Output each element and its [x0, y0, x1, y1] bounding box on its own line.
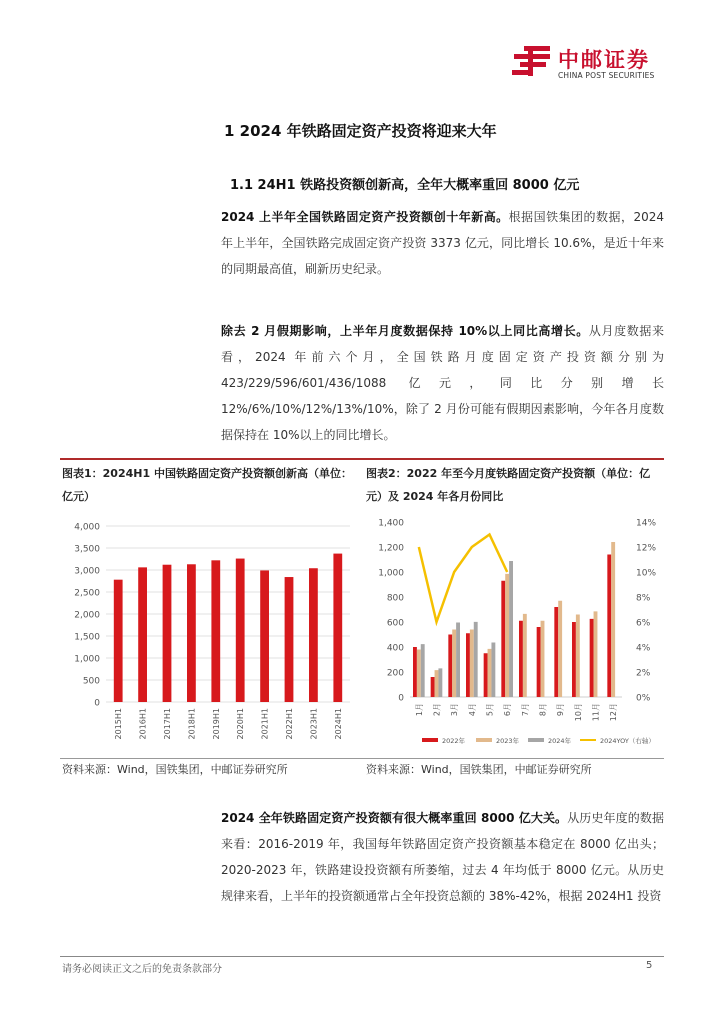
bar: [474, 622, 478, 697]
page-number: 5: [646, 960, 653, 971]
y-tick-label: 3,500: [74, 544, 100, 555]
y-tick-label: 3,000: [74, 566, 100, 577]
bar: [114, 580, 123, 702]
bar: [611, 542, 615, 697]
figure-1-caption: 图表1：2024H1 中国铁路固定资产投资额创新高（单位：亿元）: [62, 467, 352, 503]
chart-annual-h1-investment: [60, 516, 360, 752]
footer-disclaimer: 请务必阅读正文之后的免责条款部分: [62, 964, 222, 975]
bar: [413, 647, 417, 697]
x-tick-label: 5月: [485, 703, 495, 717]
brand-logo: [510, 44, 680, 84]
y-tick-label: 800: [386, 593, 404, 604]
bar: [505, 574, 509, 697]
y2-tick-label: 2%: [636, 668, 651, 679]
x-tick-label: 12月: [609, 703, 619, 722]
x-tick-label: 2015H1: [114, 708, 124, 740]
y-tick-label: 200: [386, 668, 404, 679]
bar: [333, 554, 342, 702]
x-tick-label: 10月: [573, 703, 583, 722]
logo-english-name: CHINA POST SECURITIES: [558, 71, 655, 80]
y-tick-label: 0: [398, 693, 404, 704]
y-tick-label: 1,400: [378, 518, 404, 529]
footer-rule: [60, 956, 664, 957]
bar: [501, 581, 505, 697]
paragraph-2: [221, 318, 664, 448]
bar: [590, 619, 594, 697]
y2-tick-label: 6%: [636, 618, 651, 629]
bar: [519, 621, 523, 697]
x-tick-label: 2023H1: [309, 708, 319, 740]
bar: [435, 670, 439, 697]
x-tick-label: 2016H1: [138, 708, 148, 740]
bar: [456, 623, 460, 698]
bar: [470, 630, 474, 698]
bar: [537, 627, 541, 697]
bar: [452, 630, 456, 698]
paragraph-2-body: 从月度数据来看，2024 年前六个月，全国铁路月度固定资产投资额分别为 423/229/596/601/436/1088 亿元，同比分别增长 12%/6%/10%/12%/13%/10%，除了 2 月份可能有假期因素影响，今年各月度数据保持在 10%以上的同比增长。: [221, 324, 664, 442]
y-tick-label: 2,000: [74, 610, 100, 621]
legend-swatch: [528, 738, 544, 742]
chart-2-svg: [364, 512, 664, 754]
y-tick-label: 500: [82, 676, 100, 687]
x-tick-label: 2020H1: [236, 708, 246, 740]
bar: [163, 565, 172, 702]
y-tick-label: 600: [386, 618, 404, 629]
x-tick-label: 2018H1: [187, 708, 197, 740]
y2-tick-label: 4%: [636, 643, 651, 654]
y2-tick-label: 14%: [636, 518, 657, 529]
bar: [236, 559, 245, 702]
x-tick-label: 2024H1: [333, 708, 343, 740]
x-tick-label: 4月: [467, 703, 477, 717]
y-tick-label: 4,000: [74, 522, 100, 533]
y2-tick-label: 10%: [636, 568, 657, 579]
bar: [187, 564, 196, 702]
x-tick-label: 3月: [450, 703, 460, 717]
bar: [554, 607, 558, 697]
bar: [309, 568, 318, 702]
x-tick-label: 2021H1: [260, 708, 270, 740]
chart-monthly-investment: [364, 512, 664, 754]
bar: [594, 611, 598, 697]
x-tick-label: 1月: [414, 703, 424, 717]
x-tick-label: 2017H1: [163, 708, 172, 740]
x-tick-label: 7月: [520, 703, 530, 717]
bar: [509, 561, 513, 697]
bar: [421, 644, 425, 697]
figure-2-source: 资料来源：Wind，国铁集团，中邮证券研究所: [366, 763, 592, 776]
bar: [523, 614, 527, 697]
legend-label: 2023年: [496, 737, 520, 745]
paragraph-2-lead: 除去 2 月假期影响，上半年月度数据保持 10%以上同比高增长。: [221, 324, 589, 338]
bar: [541, 621, 545, 697]
bar: [576, 615, 580, 698]
chart-1-svg: [60, 516, 360, 752]
yoy-line: [419, 535, 507, 623]
x-tick-label: 6月: [503, 703, 513, 717]
x-tick-label: 2月: [432, 703, 442, 717]
legend-label: 2024YOY（右轴）: [600, 737, 655, 745]
bar: [431, 677, 435, 697]
bar: [417, 650, 421, 698]
figure-2-caption: 图表2：2022 年至今月度铁路固定资产投资额（单位：亿元）及 2024 年各月份同比: [366, 467, 651, 503]
bar: [558, 601, 562, 697]
x-tick-label: 9月: [556, 703, 566, 717]
bar: [448, 635, 452, 698]
bar: [438, 668, 442, 697]
paragraph-3-lead: 2024 全年铁路固定资产投资额有很大概率重回 8000 亿大关。: [221, 811, 568, 825]
bar: [466, 633, 470, 697]
subsection-title: 1.1 24H1 铁路投资额创新高，全年大概率重回 8000 亿元: [230, 178, 580, 193]
bar: [211, 560, 220, 702]
paragraph-3: [221, 805, 664, 909]
bar: [260, 570, 269, 702]
x-tick-label: 2019H1: [211, 708, 221, 740]
x-tick-label: 2022H1: [285, 708, 294, 740]
y-tick-label: 1,000: [378, 568, 404, 579]
section-title: 1 2024 年铁路固定资产投资将迎来大年: [224, 122, 497, 140]
y-tick-label: 0: [94, 698, 100, 709]
figure-bottom-rule: [60, 758, 664, 759]
logo-chinese-name: 中邮证券: [558, 48, 650, 72]
y-tick-label: 400: [386, 643, 404, 654]
y2-tick-label: 0%: [636, 693, 651, 704]
bar: [484, 653, 488, 697]
bar: [491, 643, 495, 698]
y2-tick-label: 12%: [636, 543, 657, 554]
figure-1-source: 资料来源：Wind，国铁集团，中邮证券研究所: [62, 763, 288, 776]
y-tick-label: 1,000: [74, 654, 100, 665]
legend-swatch: [476, 738, 492, 742]
x-tick-label: 8月: [538, 703, 548, 717]
bar: [572, 622, 576, 697]
paragraph-1-body: 根据国铁集团的数据，2024 年上半年，全国铁路完成固定资产投资 3373 亿元，同比增长 10.6%，是近十年来的同期最高值，刷新历史纪录。: [221, 210, 664, 276]
legend-label: 2022年: [442, 737, 466, 745]
legend-swatch: [422, 738, 438, 742]
paragraph-3-body: 从历史年度的数据来看：2016-2019 年，我国每年铁路固定资产投资额基本稳定在 8000 亿出头；2020-2023 年，铁路建设投资额有所萎缩，过去 4 年均低于 8000 亿元。从历史规律来看，上半年的投资额通常占全年投资总额的 38%-42%，根据 2024H1 投资: [221, 811, 664, 903]
paragraph-1: [221, 204, 664, 282]
y-tick-label: 1,500: [74, 632, 100, 643]
bar: [488, 649, 492, 697]
china-post-emblem-icon: [510, 44, 552, 78]
y-tick-label: 2,500: [74, 588, 100, 599]
bar: [607, 555, 611, 698]
bar: [138, 567, 147, 702]
x-tick-label: 11月: [591, 703, 601, 722]
paragraph-1-lead: 2024 上半年全国铁路固定资产投资额创十年新高。: [221, 210, 509, 224]
legend-label: 2024年: [548, 737, 572, 745]
bar: [285, 577, 294, 702]
figure-top-rule: [60, 458, 664, 460]
y2-tick-label: 8%: [636, 593, 651, 604]
y-tick-label: 1,200: [378, 543, 404, 554]
